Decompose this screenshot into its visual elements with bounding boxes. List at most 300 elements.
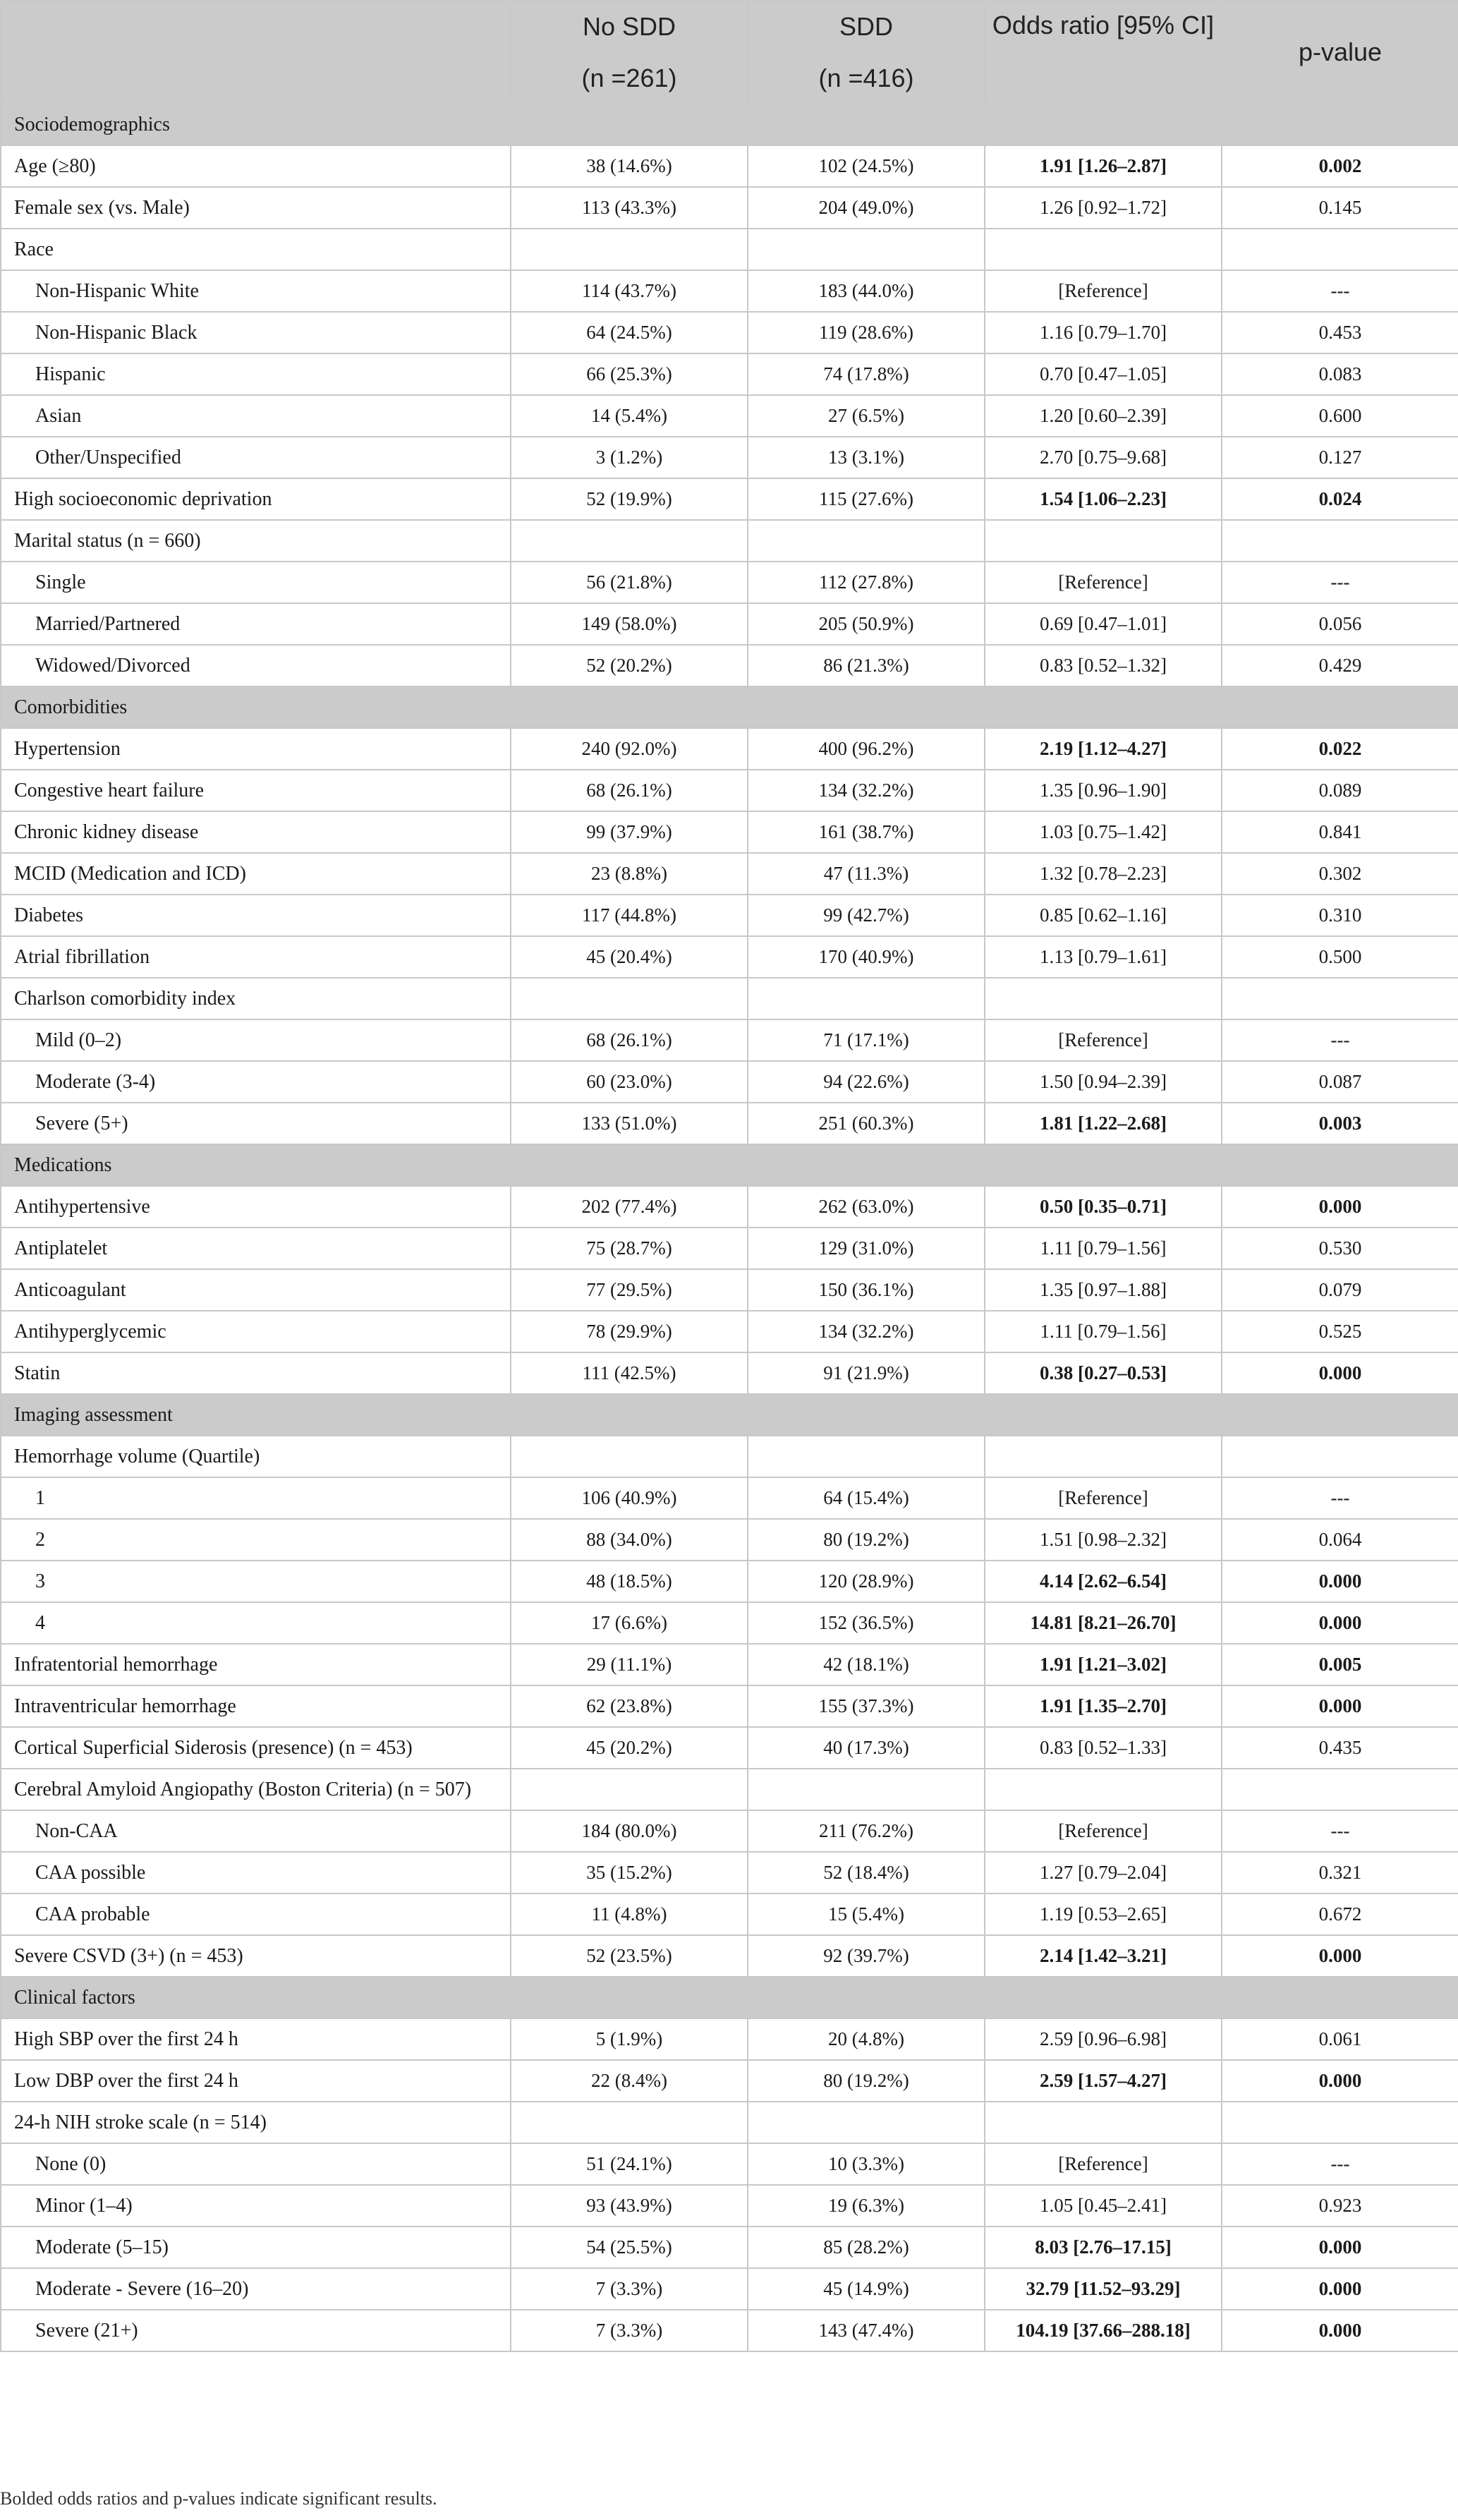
row-label-cell: 4 bbox=[1, 1602, 511, 1644]
row-label-cell: Hypertension bbox=[1, 728, 511, 770]
sdd-cell: 115 (27.6%) bbox=[748, 478, 985, 520]
odds-ratio-cell: 104.19 [37.66–288.18] bbox=[985, 2310, 1222, 2351]
no-sdd-cell: 149 (58.0%) bbox=[511, 603, 748, 645]
row-label-cell: Diabetes bbox=[1, 895, 511, 936]
sdd-cell: 205 (50.9%) bbox=[748, 603, 985, 645]
table-row bbox=[1, 2185, 1458, 2227]
p-value-cell: 0.672 bbox=[1222, 1894, 1458, 1935]
p-value-cell: --- bbox=[1222, 1019, 1458, 1061]
table-row bbox=[1, 1269, 1458, 1311]
sdd-cell: 150 (36.1%) bbox=[748, 1269, 985, 1311]
odds-ratio-cell: [Reference] bbox=[985, 562, 1222, 603]
table-row bbox=[1, 437, 1458, 478]
section-header-row bbox=[1, 104, 1458, 145]
odds-ratio-cell: 0.83 [0.52–1.32] bbox=[985, 645, 1222, 686]
p-value-cell bbox=[1222, 2102, 1458, 2143]
row-label-cell: Single bbox=[1, 562, 511, 603]
table-row bbox=[1, 2227, 1458, 2268]
row-label-cell: Infratentorial hemorrhage bbox=[1, 1644, 511, 1685]
table-body bbox=[1, 104, 1458, 2351]
no-sdd-cell bbox=[511, 229, 748, 270]
table-row bbox=[1, 1186, 1458, 1228]
p-value-cell: --- bbox=[1222, 1810, 1458, 1852]
p-value-cell: 0.000 bbox=[1222, 1186, 1458, 1228]
odds-ratio-cell: 1.16 [0.79–1.70] bbox=[985, 312, 1222, 353]
sdd-cell: 262 (63.0%) bbox=[748, 1186, 985, 1228]
no-sdd-cell bbox=[511, 1436, 748, 1477]
sdd-cell: 99 (42.7%) bbox=[748, 895, 985, 936]
odds-ratio-cell: 1.03 [0.75–1.42] bbox=[985, 811, 1222, 853]
odds-ratio-cell: 1.05 [0.45–2.41] bbox=[985, 2185, 1222, 2227]
row-label-cell: Female sex (vs. Male) bbox=[1, 187, 511, 229]
p-value-cell: 0.530 bbox=[1222, 1228, 1458, 1269]
row-label-cell: Hemorrhage volume (Quartile) bbox=[1, 1436, 511, 1477]
odds-ratio-cell: 1.19 [0.53–2.65] bbox=[985, 1894, 1222, 1935]
table-row bbox=[1, 1935, 1458, 1977]
p-value-cell: 0.002 bbox=[1222, 145, 1458, 187]
no-sdd-cell: 75 (28.7%) bbox=[511, 1228, 748, 1269]
no-sdd-cell: 38 (14.6%) bbox=[511, 145, 748, 187]
sdd-cell bbox=[748, 2102, 985, 2143]
no-sdd-cell: 14 (5.4%) bbox=[511, 395, 748, 437]
row-label-cell: High socioeconomic deprivation bbox=[1, 478, 511, 520]
sdd-cell: 71 (17.1%) bbox=[748, 1019, 985, 1061]
section-title: Comorbidities bbox=[1, 686, 1458, 728]
row-label-cell: Non-Hispanic White bbox=[1, 270, 511, 312]
table-row bbox=[1, 1685, 1458, 1727]
no-sdd-cell: 7 (3.3%) bbox=[511, 2268, 748, 2310]
sdd-cell: 400 (96.2%) bbox=[748, 728, 985, 770]
sdd-cell: 45 (14.9%) bbox=[748, 2268, 985, 2310]
p-value-cell: 0.079 bbox=[1222, 1269, 1458, 1311]
odds-ratio-cell: 1.91 [1.35–2.70] bbox=[985, 1685, 1222, 1727]
table-row bbox=[1, 2310, 1458, 2351]
table-row bbox=[1, 1644, 1458, 1685]
row-label-cell: Low DBP over the first 24 h bbox=[1, 2060, 511, 2102]
sdd-cell: 155 (37.3%) bbox=[748, 1685, 985, 1727]
table-row bbox=[1, 395, 1458, 437]
p-value-cell: 0.000 bbox=[1222, 1935, 1458, 1977]
row-label-cell: None (0) bbox=[1, 2143, 511, 2185]
odds-ratio-cell: 1.27 [0.79–2.04] bbox=[985, 1852, 1222, 1894]
sdd-cell: 134 (32.2%) bbox=[748, 1311, 985, 1352]
p-value-cell: --- bbox=[1222, 2143, 1458, 2185]
odds-ratio-cell bbox=[985, 1436, 1222, 1477]
sdd-cell: 161 (38.7%) bbox=[748, 811, 985, 853]
no-sdd-cell: 62 (23.8%) bbox=[511, 1685, 748, 1727]
row-label-cell: Antihypertensive bbox=[1, 1186, 511, 1228]
table-row bbox=[1, 562, 1458, 603]
section-header-row bbox=[1, 1394, 1458, 1436]
odds-ratio-cell: 2.70 [0.75–9.68] bbox=[985, 437, 1222, 478]
p-value-cell: 0.000 bbox=[1222, 1561, 1458, 1602]
sdd-cell: 64 (15.4%) bbox=[748, 1477, 985, 1519]
no-sdd-cell: 29 (11.1%) bbox=[511, 1644, 748, 1685]
no-sdd-cell: 60 (23.0%) bbox=[511, 1061, 748, 1103]
sdd-cell: 13 (3.1%) bbox=[748, 437, 985, 478]
row-label-cell: Statin bbox=[1, 1352, 511, 1394]
p-value-cell: 0.000 bbox=[1222, 1352, 1458, 1394]
table-row bbox=[1, 187, 1458, 229]
sdd-cell: 10 (3.3%) bbox=[748, 2143, 985, 2185]
table-row bbox=[1, 520, 1458, 562]
row-label-cell: Other/Unspecified bbox=[1, 437, 511, 478]
odds-ratio-cell: 0.38 [0.27–0.53] bbox=[985, 1352, 1222, 1394]
p-value-cell: 0.500 bbox=[1222, 936, 1458, 978]
row-label-cell: 1 bbox=[1, 1477, 511, 1519]
sdd-cell: 102 (24.5%) bbox=[748, 145, 985, 187]
odds-ratio-cell: [Reference] bbox=[985, 2143, 1222, 2185]
sdd-cell: 80 (19.2%) bbox=[748, 1519, 985, 1561]
no-sdd-cell: 106 (40.9%) bbox=[511, 1477, 748, 1519]
no-sdd-cell bbox=[511, 2102, 748, 2143]
table-row bbox=[1, 1852, 1458, 1894]
odds-ratio-cell bbox=[985, 229, 1222, 270]
sdd-cell: 251 (60.3%) bbox=[748, 1103, 985, 1144]
sdd-cell: 92 (39.7%) bbox=[748, 1935, 985, 1977]
sdd-cell: 27 (6.5%) bbox=[748, 395, 985, 437]
p-value-cell: 0.429 bbox=[1222, 645, 1458, 686]
sdd-cell: 20 (4.8%) bbox=[748, 2018, 985, 2060]
header-sdd: SDD bbox=[748, 1, 985, 53]
no-sdd-cell: 56 (21.8%) bbox=[511, 562, 748, 603]
odds-ratio-cell: 1.35 [0.96–1.90] bbox=[985, 770, 1222, 811]
sdd-cell: 74 (17.8%) bbox=[748, 353, 985, 395]
table-header bbox=[1, 1, 1458, 104]
no-sdd-cell: 5 (1.9%) bbox=[511, 2018, 748, 2060]
odds-ratio-cell: 2.14 [1.42–3.21] bbox=[985, 1935, 1222, 1977]
odds-ratio-cell: 4.14 [2.62–6.54] bbox=[985, 1561, 1222, 1602]
row-label-cell: 3 bbox=[1, 1561, 511, 1602]
table-row bbox=[1, 853, 1458, 895]
row-label-cell: Race bbox=[1, 229, 511, 270]
odds-ratio-cell: 1.11 [0.79–1.56] bbox=[985, 1228, 1222, 1269]
no-sdd-cell: 52 (23.5%) bbox=[511, 1935, 748, 1977]
sdd-cell: 143 (47.4%) bbox=[748, 2310, 985, 2351]
p-value-cell: 0.841 bbox=[1222, 811, 1458, 853]
table-row bbox=[1, 1019, 1458, 1061]
table-row bbox=[1, 1477, 1458, 1519]
odds-ratio-cell: 8.03 [2.76–17.15] bbox=[985, 2227, 1222, 2268]
sdd-cell: 129 (31.0%) bbox=[748, 1228, 985, 1269]
p-value-cell: 0.525 bbox=[1222, 1311, 1458, 1352]
p-value-cell: 0.000 bbox=[1222, 1685, 1458, 1727]
table-row bbox=[1, 603, 1458, 645]
sdd-cell: 80 (19.2%) bbox=[748, 2060, 985, 2102]
table-row bbox=[1, 2060, 1458, 2102]
no-sdd-cell: 52 (19.9%) bbox=[511, 478, 748, 520]
header-no-sdd-n: (n =261) bbox=[511, 53, 748, 104]
p-value-cell: 0.321 bbox=[1222, 1852, 1458, 1894]
odds-ratio-cell: 1.91 [1.26–2.87] bbox=[985, 145, 1222, 187]
table-row bbox=[1, 770, 1458, 811]
row-label-cell: CAA probable bbox=[1, 1894, 511, 1935]
table-row bbox=[1, 1311, 1458, 1352]
row-label-cell: CAA possible bbox=[1, 1852, 511, 1894]
no-sdd-cell: 48 (18.5%) bbox=[511, 1561, 748, 1602]
p-value-cell bbox=[1222, 1436, 1458, 1477]
sdd-cell: 119 (28.6%) bbox=[748, 312, 985, 353]
odds-ratio-cell bbox=[985, 1769, 1222, 1810]
sdd-cell: 94 (22.6%) bbox=[748, 1061, 985, 1103]
no-sdd-cell: 78 (29.9%) bbox=[511, 1311, 748, 1352]
no-sdd-cell: 184 (80.0%) bbox=[511, 1810, 748, 1852]
row-label-cell: 24-h NIH stroke scale (n = 514) bbox=[1, 2102, 511, 2143]
sdd-cell: 170 (40.9%) bbox=[748, 936, 985, 978]
odds-ratio-cell bbox=[985, 520, 1222, 562]
no-sdd-cell: 35 (15.2%) bbox=[511, 1852, 748, 1894]
row-label-cell: Antiplatelet bbox=[1, 1228, 511, 1269]
p-value-cell: --- bbox=[1222, 1477, 1458, 1519]
odds-ratio-cell bbox=[985, 2102, 1222, 2143]
odds-ratio-cell bbox=[985, 978, 1222, 1019]
row-label-cell: Age (≥80) bbox=[1, 145, 511, 187]
no-sdd-cell: 66 (25.3%) bbox=[511, 353, 748, 395]
row-label-cell: Intraventricular hemorrhage bbox=[1, 1685, 511, 1727]
header-p-value: p-value bbox=[1222, 1, 1458, 104]
odds-ratio-cell: 1.26 [0.92–1.72] bbox=[985, 187, 1222, 229]
odds-ratio-cell: [Reference] bbox=[985, 1810, 1222, 1852]
row-label-cell: Severe CSVD (3+) (n = 453) bbox=[1, 1935, 511, 1977]
table-row bbox=[1, 645, 1458, 686]
row-label-cell: Minor (1–4) bbox=[1, 2185, 511, 2227]
table-row bbox=[1, 270, 1458, 312]
header-blank-cell bbox=[1, 1, 511, 104]
section-header-row bbox=[1, 686, 1458, 728]
section-header-row bbox=[1, 1977, 1458, 2018]
no-sdd-cell bbox=[511, 520, 748, 562]
table-row bbox=[1, 811, 1458, 853]
row-label-cell: Anticoagulant bbox=[1, 1269, 511, 1311]
table-row bbox=[1, 1561, 1458, 1602]
odds-ratio-cell: 2.59 [1.57–4.27] bbox=[985, 2060, 1222, 2102]
sdd-cell: 40 (17.3%) bbox=[748, 1727, 985, 1769]
p-value-cell bbox=[1222, 520, 1458, 562]
no-sdd-cell: 45 (20.4%) bbox=[511, 936, 748, 978]
table-row bbox=[1, 1727, 1458, 1769]
no-sdd-cell: 202 (77.4%) bbox=[511, 1186, 748, 1228]
odds-ratio-cell: 1.54 [1.06–2.23] bbox=[985, 478, 1222, 520]
row-label-cell: Atrial fibrillation bbox=[1, 936, 511, 978]
p-value-cell: 0.600 bbox=[1222, 395, 1458, 437]
sdd-cell bbox=[748, 1769, 985, 1810]
row-label-cell: High SBP over the first 24 h bbox=[1, 2018, 511, 2060]
no-sdd-cell: 54 (25.5%) bbox=[511, 2227, 748, 2268]
row-label-cell: Widowed/Divorced bbox=[1, 645, 511, 686]
sdd-cell: 204 (49.0%) bbox=[748, 187, 985, 229]
row-label-cell: Severe (5+) bbox=[1, 1103, 511, 1144]
section-title: Sociodemographics bbox=[1, 104, 1458, 145]
odds-ratio-cell: 14.81 [8.21–26.70] bbox=[985, 1602, 1222, 1644]
table-row bbox=[1, 1103, 1458, 1144]
p-value-cell: 0.064 bbox=[1222, 1519, 1458, 1561]
odds-ratio-cell: [Reference] bbox=[985, 270, 1222, 312]
odds-ratio-cell: 0.69 [0.47–1.01] bbox=[985, 603, 1222, 645]
section-title: Imaging assessment bbox=[1, 1394, 1458, 1436]
p-value-cell: --- bbox=[1222, 270, 1458, 312]
sdd-cell: 47 (11.3%) bbox=[748, 853, 985, 895]
row-label-cell: Married/Partnered bbox=[1, 603, 511, 645]
odds-ratio-cell: 0.85 [0.62–1.16] bbox=[985, 895, 1222, 936]
sdd-cell: 52 (18.4%) bbox=[748, 1852, 985, 1894]
row-label-cell: Moderate - Severe (16–20) bbox=[1, 2268, 511, 2310]
odds-ratio-cell: 2.19 [1.12–4.27] bbox=[985, 728, 1222, 770]
row-label-cell: Hispanic bbox=[1, 353, 511, 395]
no-sdd-cell: 51 (24.1%) bbox=[511, 2143, 748, 2185]
sdd-cell: 15 (5.4%) bbox=[748, 1894, 985, 1935]
p-value-cell: 0.000 bbox=[1222, 2310, 1458, 2351]
row-label-cell: MCID (Medication and ICD) bbox=[1, 853, 511, 895]
table-row bbox=[1, 1061, 1458, 1103]
p-value-cell: 0.435 bbox=[1222, 1727, 1458, 1769]
p-value-cell: --- bbox=[1222, 562, 1458, 603]
row-label-cell: Antihyperglycemic bbox=[1, 1311, 511, 1352]
section-title: Medications bbox=[1, 1144, 1458, 1186]
no-sdd-cell: 11 (4.8%) bbox=[511, 1894, 748, 1935]
row-label-cell: Non-CAA bbox=[1, 1810, 511, 1852]
sdd-cell: 19 (6.3%) bbox=[748, 2185, 985, 2227]
odds-ratio-cell: 0.70 [0.47–1.05] bbox=[985, 353, 1222, 395]
sdd-cell: 85 (28.2%) bbox=[748, 2227, 985, 2268]
p-value-cell: 0.145 bbox=[1222, 187, 1458, 229]
table-row bbox=[1, 2102, 1458, 2143]
sdd-cell: 183 (44.0%) bbox=[748, 270, 985, 312]
p-value-cell: 0.923 bbox=[1222, 2185, 1458, 2227]
p-value-cell: 0.453 bbox=[1222, 312, 1458, 353]
sdd-cell bbox=[748, 520, 985, 562]
row-label-cell: Chronic kidney disease bbox=[1, 811, 511, 853]
odds-ratio-cell: 1.91 [1.21–3.02] bbox=[985, 1644, 1222, 1685]
table-row bbox=[1, 1228, 1458, 1269]
odds-ratio-cell: [Reference] bbox=[985, 1019, 1222, 1061]
sdd-cell bbox=[748, 978, 985, 1019]
no-sdd-cell: 93 (43.9%) bbox=[511, 2185, 748, 2227]
table-row bbox=[1, 229, 1458, 270]
sdd-cell: 134 (32.2%) bbox=[748, 770, 985, 811]
p-value-cell bbox=[1222, 1769, 1458, 1810]
p-value-cell: 0.302 bbox=[1222, 853, 1458, 895]
odds-ratio-cell: [Reference] bbox=[985, 1477, 1222, 1519]
row-label-cell: Asian bbox=[1, 395, 511, 437]
header-no-sdd: No SDD bbox=[511, 1, 748, 53]
odds-ratio-cell: 1.81 [1.22–2.68] bbox=[985, 1103, 1222, 1144]
section-title: Clinical factors bbox=[1, 1977, 1458, 2018]
no-sdd-cell: 23 (8.8%) bbox=[511, 853, 748, 895]
no-sdd-cell: 68 (26.1%) bbox=[511, 770, 748, 811]
sdd-cell: 211 (76.2%) bbox=[748, 1810, 985, 1852]
sdd-cell: 152 (36.5%) bbox=[748, 1602, 985, 1644]
table-row bbox=[1, 353, 1458, 395]
table-row bbox=[1, 145, 1458, 187]
table-row bbox=[1, 1519, 1458, 1561]
row-label-cell: Moderate (3-4) bbox=[1, 1061, 511, 1103]
odds-ratio-cell: 0.50 [0.35–0.71] bbox=[985, 1186, 1222, 1228]
no-sdd-cell: 45 (20.2%) bbox=[511, 1727, 748, 1769]
no-sdd-cell: 133 (51.0%) bbox=[511, 1103, 748, 1144]
p-value-cell: 0.310 bbox=[1222, 895, 1458, 936]
sdd-cell: 91 (21.9%) bbox=[748, 1352, 985, 1394]
no-sdd-cell: 117 (44.8%) bbox=[511, 895, 748, 936]
row-label-cell: Marital status (n = 660) bbox=[1, 520, 511, 562]
no-sdd-cell: 111 (42.5%) bbox=[511, 1352, 748, 1394]
no-sdd-cell: 240 (92.0%) bbox=[511, 728, 748, 770]
header-sdd-n: (n =416) bbox=[748, 53, 985, 104]
no-sdd-cell: 77 (29.5%) bbox=[511, 1269, 748, 1311]
odds-ratio-cell: 1.51 [0.98–2.32] bbox=[985, 1519, 1222, 1561]
p-value-cell: 0.083 bbox=[1222, 353, 1458, 395]
odds-ratio-cell: 1.11 [0.79–1.56] bbox=[985, 1311, 1222, 1352]
odds-ratio-cell: 1.13 [0.79–1.61] bbox=[985, 936, 1222, 978]
table-row bbox=[1, 312, 1458, 353]
row-label-cell: Cerebral Amyloid Angiopathy (Boston Criteria) (n = 507) bbox=[1, 1769, 511, 1810]
table-row bbox=[1, 1769, 1458, 1810]
row-label-cell: 2 bbox=[1, 1519, 511, 1561]
p-value-cell: 0.061 bbox=[1222, 2018, 1458, 2060]
table-row bbox=[1, 1352, 1458, 1394]
row-label-cell: Moderate (5–15) bbox=[1, 2227, 511, 2268]
table-row bbox=[1, 978, 1458, 1019]
table-row bbox=[1, 1602, 1458, 1644]
odds-ratio-cell: 32.79 [11.52–93.29] bbox=[985, 2268, 1222, 2310]
table-row bbox=[1, 478, 1458, 520]
table-row bbox=[1, 728, 1458, 770]
p-value-cell: 0.005 bbox=[1222, 1644, 1458, 1685]
p-value-cell: 0.022 bbox=[1222, 728, 1458, 770]
odds-ratio-cell: 1.50 [0.94–2.39] bbox=[985, 1061, 1222, 1103]
p-value-cell bbox=[1222, 229, 1458, 270]
no-sdd-cell: 88 (34.0%) bbox=[511, 1519, 748, 1561]
no-sdd-cell: 99 (37.9%) bbox=[511, 811, 748, 853]
sdd-cell: 120 (28.9%) bbox=[748, 1561, 985, 1602]
sdd-cell: 112 (27.8%) bbox=[748, 562, 985, 603]
odds-ratio-cell: 1.20 [0.60–2.39] bbox=[985, 395, 1222, 437]
p-value-cell: 0.000 bbox=[1222, 2227, 1458, 2268]
p-value-cell: 0.000 bbox=[1222, 2060, 1458, 2102]
header-odds-ratio: Odds ratio [95% CI] bbox=[985, 1, 1222, 104]
row-label-cell: Mild (0–2) bbox=[1, 1019, 511, 1061]
row-label-cell: Severe (21+) bbox=[1, 2310, 511, 2351]
row-label-cell: Cortical Superficial Siderosis (presence) (n = 453) bbox=[1, 1727, 511, 1769]
odds-ratio-cell: 1.32 [0.78–2.23] bbox=[985, 853, 1222, 895]
sdd-cell bbox=[748, 1436, 985, 1477]
no-sdd-cell: 7 (3.3%) bbox=[511, 2310, 748, 2351]
table-row bbox=[1, 1894, 1458, 1935]
p-value-cell: 0.000 bbox=[1222, 1602, 1458, 1644]
no-sdd-cell: 113 (43.3%) bbox=[511, 187, 748, 229]
table-row bbox=[1, 2018, 1458, 2060]
no-sdd-cell: 52 (20.2%) bbox=[511, 645, 748, 686]
odds-ratio-cell: 0.83 [0.52–1.33] bbox=[985, 1727, 1222, 1769]
sdd-cell bbox=[748, 229, 985, 270]
sdd-cell: 42 (18.1%) bbox=[748, 1644, 985, 1685]
no-sdd-cell: 114 (43.7%) bbox=[511, 270, 748, 312]
table-row bbox=[1, 1436, 1458, 1477]
p-value-cell: 0.087 bbox=[1222, 1061, 1458, 1103]
no-sdd-cell: 3 (1.2%) bbox=[511, 437, 748, 478]
p-value-cell: 0.024 bbox=[1222, 478, 1458, 520]
odds-ratio-cell: 2.59 [0.96–6.98] bbox=[985, 2018, 1222, 2060]
no-sdd-cell: 64 (24.5%) bbox=[511, 312, 748, 353]
no-sdd-cell bbox=[511, 1769, 748, 1810]
table-row bbox=[1, 895, 1458, 936]
no-sdd-cell: 22 (8.4%) bbox=[511, 2060, 748, 2102]
table-footnote: Bolded odds ratios and p-values indicate significant results. bbox=[0, 2488, 437, 2509]
row-label-cell: Charlson comorbidity index bbox=[1, 978, 511, 1019]
sdd-cell: 86 (21.3%) bbox=[748, 645, 985, 686]
p-value-cell: 0.056 bbox=[1222, 603, 1458, 645]
table-row bbox=[1, 1810, 1458, 1852]
table-row bbox=[1, 2268, 1458, 2310]
